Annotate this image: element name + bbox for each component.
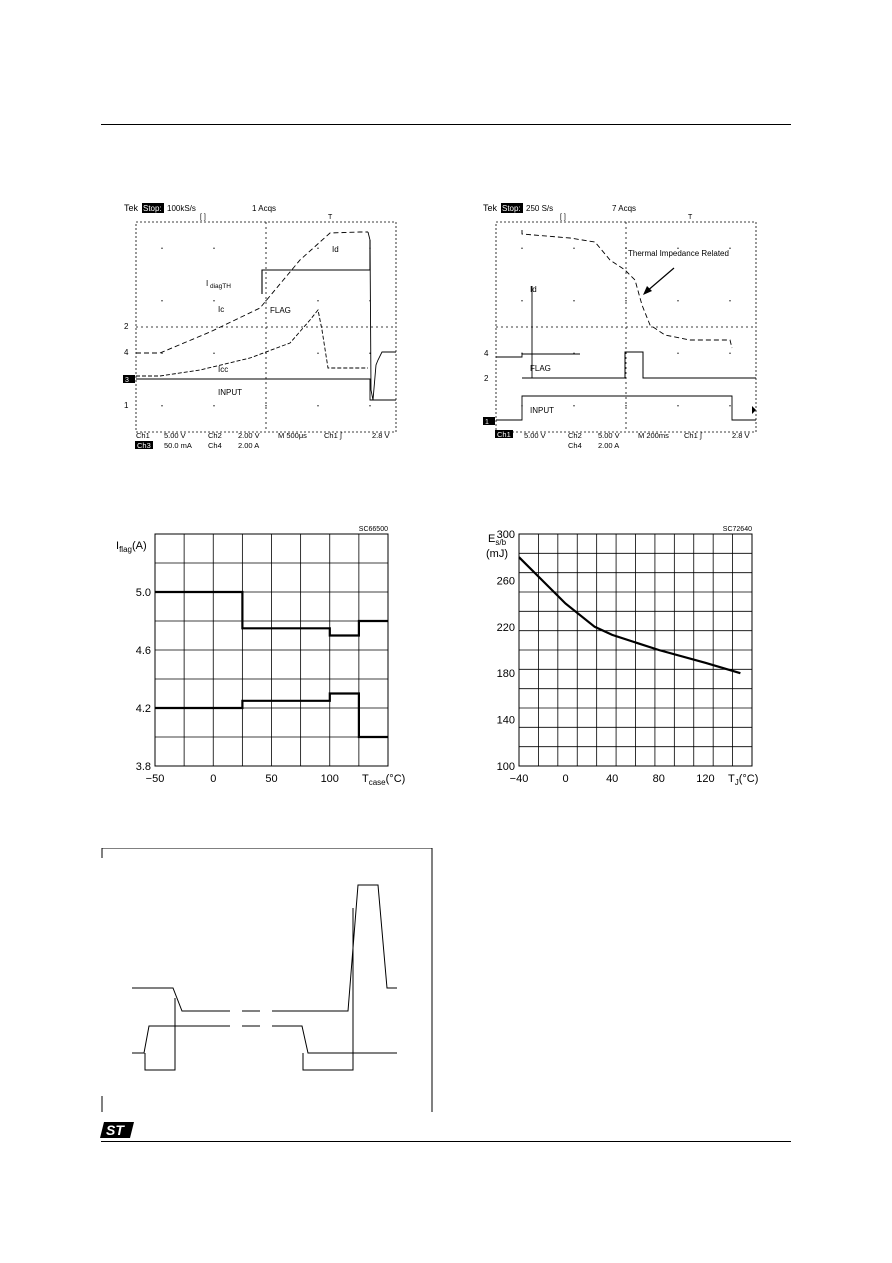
esb-vs-tj-chart	[470, 520, 780, 795]
graticule-dot	[573, 405, 574, 406]
trigger-marker: T	[328, 214, 333, 221]
idiag-label: I	[206, 279, 209, 288]
y-tick-label: 3.8	[135, 761, 151, 773]
graticule-dot	[521, 300, 522, 301]
ch2-setting-value: 2.00 V	[238, 431, 260, 440]
y-tick-label: 4.6	[135, 645, 151, 657]
scope1-footer	[135, 431, 390, 450]
x-tick-label: 0	[562, 773, 569, 785]
graticule-dot	[317, 300, 318, 301]
x-tick-label: 80	[652, 773, 665, 785]
scope-capture-1	[120, 200, 410, 450]
y-axis-label	[116, 540, 147, 554]
graticule-dot	[677, 300, 678, 301]
x-axis-symbol: T	[362, 773, 369, 785]
footer-rule	[101, 1141, 791, 1142]
timebase: M 500μs	[278, 431, 307, 440]
y-tick-label: 4.2	[135, 703, 151, 715]
flag-label: FLAG	[270, 306, 291, 315]
graticule-dot	[213, 248, 214, 249]
st-logo	[100, 1120, 136, 1140]
scope-brand: Tek	[483, 203, 498, 213]
y-tick-label: 100	[496, 761, 515, 773]
ch4-setting-value: 2.00 A	[238, 441, 260, 450]
graticule-dot	[521, 248, 522, 249]
scope-capture-2	[480, 200, 770, 450]
graticule-dot	[213, 405, 214, 406]
id-trace	[522, 230, 732, 348]
waveforms	[132, 885, 397, 1070]
scope2-footer	[495, 430, 750, 450]
x-axis-symbol: T	[728, 773, 735, 785]
x-axis-label	[362, 773, 405, 787]
x-axis-unit: (°C)	[385, 773, 406, 785]
graticule-dot	[573, 248, 574, 249]
ic-label: Ic	[218, 305, 225, 314]
graticule-dot	[625, 405, 626, 406]
y-axis-symbol: E	[488, 533, 496, 545]
y-axis-symbol: I	[116, 540, 120, 552]
x-axis-sub: J	[734, 778, 739, 787]
x-tick-label: −50	[145, 773, 165, 785]
graticule-dot	[369, 405, 370, 406]
x-tick-label: −40	[509, 773, 529, 785]
trigger-source: Ch1 ∫	[324, 431, 342, 440]
icc-trace	[136, 310, 368, 376]
acquisitions: 1 Acqs	[252, 204, 277, 213]
graticule-dot	[213, 353, 214, 354]
graticule-dot	[161, 248, 162, 249]
ch3-setting-value: 50.0 mA	[164, 441, 192, 450]
st-logo-text: ST	[106, 1122, 124, 1138]
ch3-marker: 3	[125, 377, 129, 384]
waveform-a-left	[132, 988, 215, 1011]
ch1-marker: 1	[485, 419, 489, 426]
waveform-b-left	[132, 1026, 215, 1053]
ch2-setting-value: 5.00 V	[598, 431, 620, 440]
y-axis-sub: flag	[119, 545, 132, 554]
graticule-dot	[161, 300, 162, 301]
trigger-bracket: [ ]	[560, 214, 566, 221]
graticule-dot	[161, 353, 162, 354]
y-tick-label: 260	[496, 575, 515, 588]
ch1-setting-value: 5.00 V	[164, 431, 186, 440]
x-tick-label: 0	[210, 773, 217, 785]
graticule-dot	[729, 300, 730, 301]
trigger-level: 2.8 V	[372, 431, 390, 440]
flag-trace	[522, 352, 756, 378]
graticule-dot	[317, 248, 318, 249]
x-tick-label: 100	[320, 773, 339, 785]
stop-label: Stop:	[143, 204, 162, 213]
waveform-a-right	[290, 885, 397, 1011]
ch2-marker: 2	[484, 374, 489, 383]
icc-label: Icc	[218, 365, 229, 374]
diagram-frame	[102, 848, 432, 1112]
ch4-setting-label: Ch4	[568, 441, 582, 450]
graticule-dot	[317, 405, 318, 406]
y-axis-unit: (mJ)	[486, 548, 508, 560]
x-axis-label	[728, 773, 758, 787]
graticule-dot	[677, 405, 678, 406]
ch1-setting-label: Ch1	[136, 431, 150, 440]
ch4-setting-value: 2.00 A	[598, 441, 620, 450]
x-axis-unit: (°C)	[738, 773, 759, 785]
graticule-dot	[213, 300, 214, 301]
waveform-c-right	[303, 908, 353, 1070]
input-label: INPUT	[218, 388, 242, 397]
timebase: M 200ms	[638, 431, 669, 440]
x-tick-label: 40	[606, 773, 619, 785]
flag-upper	[496, 354, 580, 357]
ch1-marker: 1	[124, 401, 129, 410]
y-tick-label: 180	[496, 668, 515, 681]
ch2-setting-label: Ch2	[208, 431, 222, 440]
ch2-setting-label: Ch2	[568, 431, 582, 440]
waveform-b-right	[290, 1026, 397, 1053]
id-label: Id	[530, 285, 537, 294]
ch4-marker: 4	[484, 349, 489, 358]
scope-brand: Tek	[124, 203, 139, 213]
figure-code: SC72640	[722, 526, 752, 533]
id-falloff-trace	[368, 232, 396, 400]
trigger-bracket: [ ]	[200, 214, 206, 221]
graticule-dot	[729, 405, 730, 406]
acquisitions: 7 Acqs	[612, 204, 637, 213]
x-axis-sub: case	[368, 778, 386, 787]
timing-diagram	[100, 848, 434, 1112]
idiag-sub-label: diagTH	[210, 283, 231, 290]
y-tick-label: 220	[496, 621, 515, 634]
ch3-setting-label: Ch3	[137, 441, 151, 450]
iflag-vs-tcase-chart	[110, 520, 420, 795]
graticule-dot	[161, 405, 162, 406]
graticule-dot	[729, 248, 730, 249]
graticule-dot	[265, 405, 266, 406]
x-tick-label: 120	[696, 773, 715, 785]
trigger-source: Ch1 ∫	[684, 431, 702, 440]
waveform-c-left	[145, 998, 175, 1070]
x-tick-label: 50	[265, 773, 278, 785]
flag-label: FLAG	[530, 364, 551, 373]
sample-rate: 100kS/s	[167, 204, 196, 213]
sample-rate: 250 S/s	[526, 204, 554, 213]
figure-code: SC66500	[358, 526, 388, 533]
ch2-marker: 2	[124, 322, 129, 331]
ch1-setting-label: Ch1	[497, 430, 511, 439]
graticule-dot	[265, 300, 266, 301]
graticule-dot	[573, 300, 574, 301]
id-label: Id	[332, 245, 339, 254]
graticule-dot	[677, 353, 678, 354]
ch4-setting-label: Ch4	[208, 441, 222, 450]
header-rule	[101, 124, 791, 125]
y-tick-label: 140	[496, 714, 515, 727]
trigger-marker: T	[688, 214, 693, 221]
thermal-label: Thermal Impedance Related	[628, 249, 729, 258]
chart-1-svg	[110, 520, 420, 795]
graticule-dot	[317, 353, 318, 354]
trigger-level-icon	[752, 406, 756, 414]
graticule-dot	[729, 353, 730, 354]
chart-2-svg	[470, 520, 780, 795]
y-tick-label: 300	[496, 529, 515, 541]
y-axis-unit: (A)	[131, 540, 147, 552]
input-label: INPUT	[530, 406, 554, 415]
trigger-level: 2.8 V	[732, 431, 750, 440]
ch1-setting-value: 5.00 V	[524, 431, 546, 440]
ch4-marker: 4	[124, 348, 129, 357]
y-axis-sub: s/b	[495, 538, 507, 547]
stop-label: Stop:	[502, 204, 521, 213]
series-line-1	[519, 557, 740, 673]
annotation-arrow	[646, 268, 674, 292]
graticule-dot	[625, 300, 626, 301]
y-tick-label: 5.0	[135, 587, 151, 599]
